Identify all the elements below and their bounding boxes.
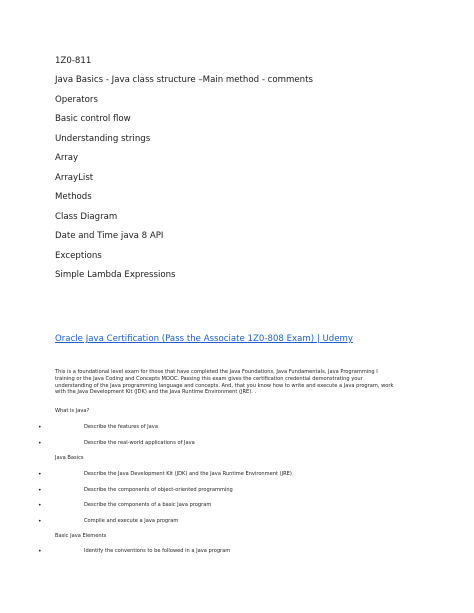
section-heading: Java Basics [55,455,84,461]
bullet-icon: • [38,502,42,509]
list-item: Describe the real-world applications of Java [84,440,195,446]
section-heading: Basic Java Elements [55,533,107,539]
list-item: Describe the Java Development Kit (JDK) and the Java Runtime Environment (JRE) [84,471,292,477]
topic-item: Basic control flow [55,114,131,124]
topic-item: Understanding strings [55,134,151,144]
bullet-icon: • [38,548,42,555]
list-item: Describe the features of Java [84,424,158,430]
topic-item: Exceptions [55,251,102,261]
intro-line: training or the Java Coding and Concepts MOOC. Passing this exam gives the certification credential demonstrating your [55,375,363,382]
list-item: Identify the conventions to be followed in a Java program [84,548,231,554]
topic-item: Operators [55,95,98,105]
bullet-icon: • [38,440,42,447]
topic-item: Array [55,153,79,163]
section-heading: What is Java? [55,408,90,414]
topic-item: Date and Time java 8 API [55,231,164,241]
exam-code: 1Z0-811 [55,56,92,66]
bullet-icon: • [38,518,42,525]
list-item: Describe the components of a basic Java program [84,502,212,508]
intro-line: understanding of the Java programming language and concepts. And, that you know how to write and execute a Java program, work [55,382,394,389]
list-item: Compile and execute a Java program [84,518,179,524]
topic-item: Class Diagram [55,212,118,222]
topic-item: Simple Lambda Expressions [55,270,176,280]
topic-item: ArrayList [55,173,94,183]
bullet-icon: • [38,471,42,478]
list-item: Describe the components of object-oriented programming [84,487,233,493]
bullet-icon: • [38,424,42,431]
udemy-course-link[interactable]: Oracle Java Certification (Pass the Associate 1Z0-808 Exam) | Udemy [55,334,353,344]
intro-line: This is a foundational level exam for those that have completed the Java Foundations, Java Fundamentals, Java Programming I [55,369,378,375]
topic-item: Methods [55,192,92,202]
intro-line: with the Java Development Kit (JDK) and the Java Runtime Environment (JRE). . [55,389,257,396]
topic-item: Java Basics - Java class structure –Main method - comments [55,75,313,85]
intro-paragraph [55,369,405,396]
bullet-icon: • [38,487,42,494]
